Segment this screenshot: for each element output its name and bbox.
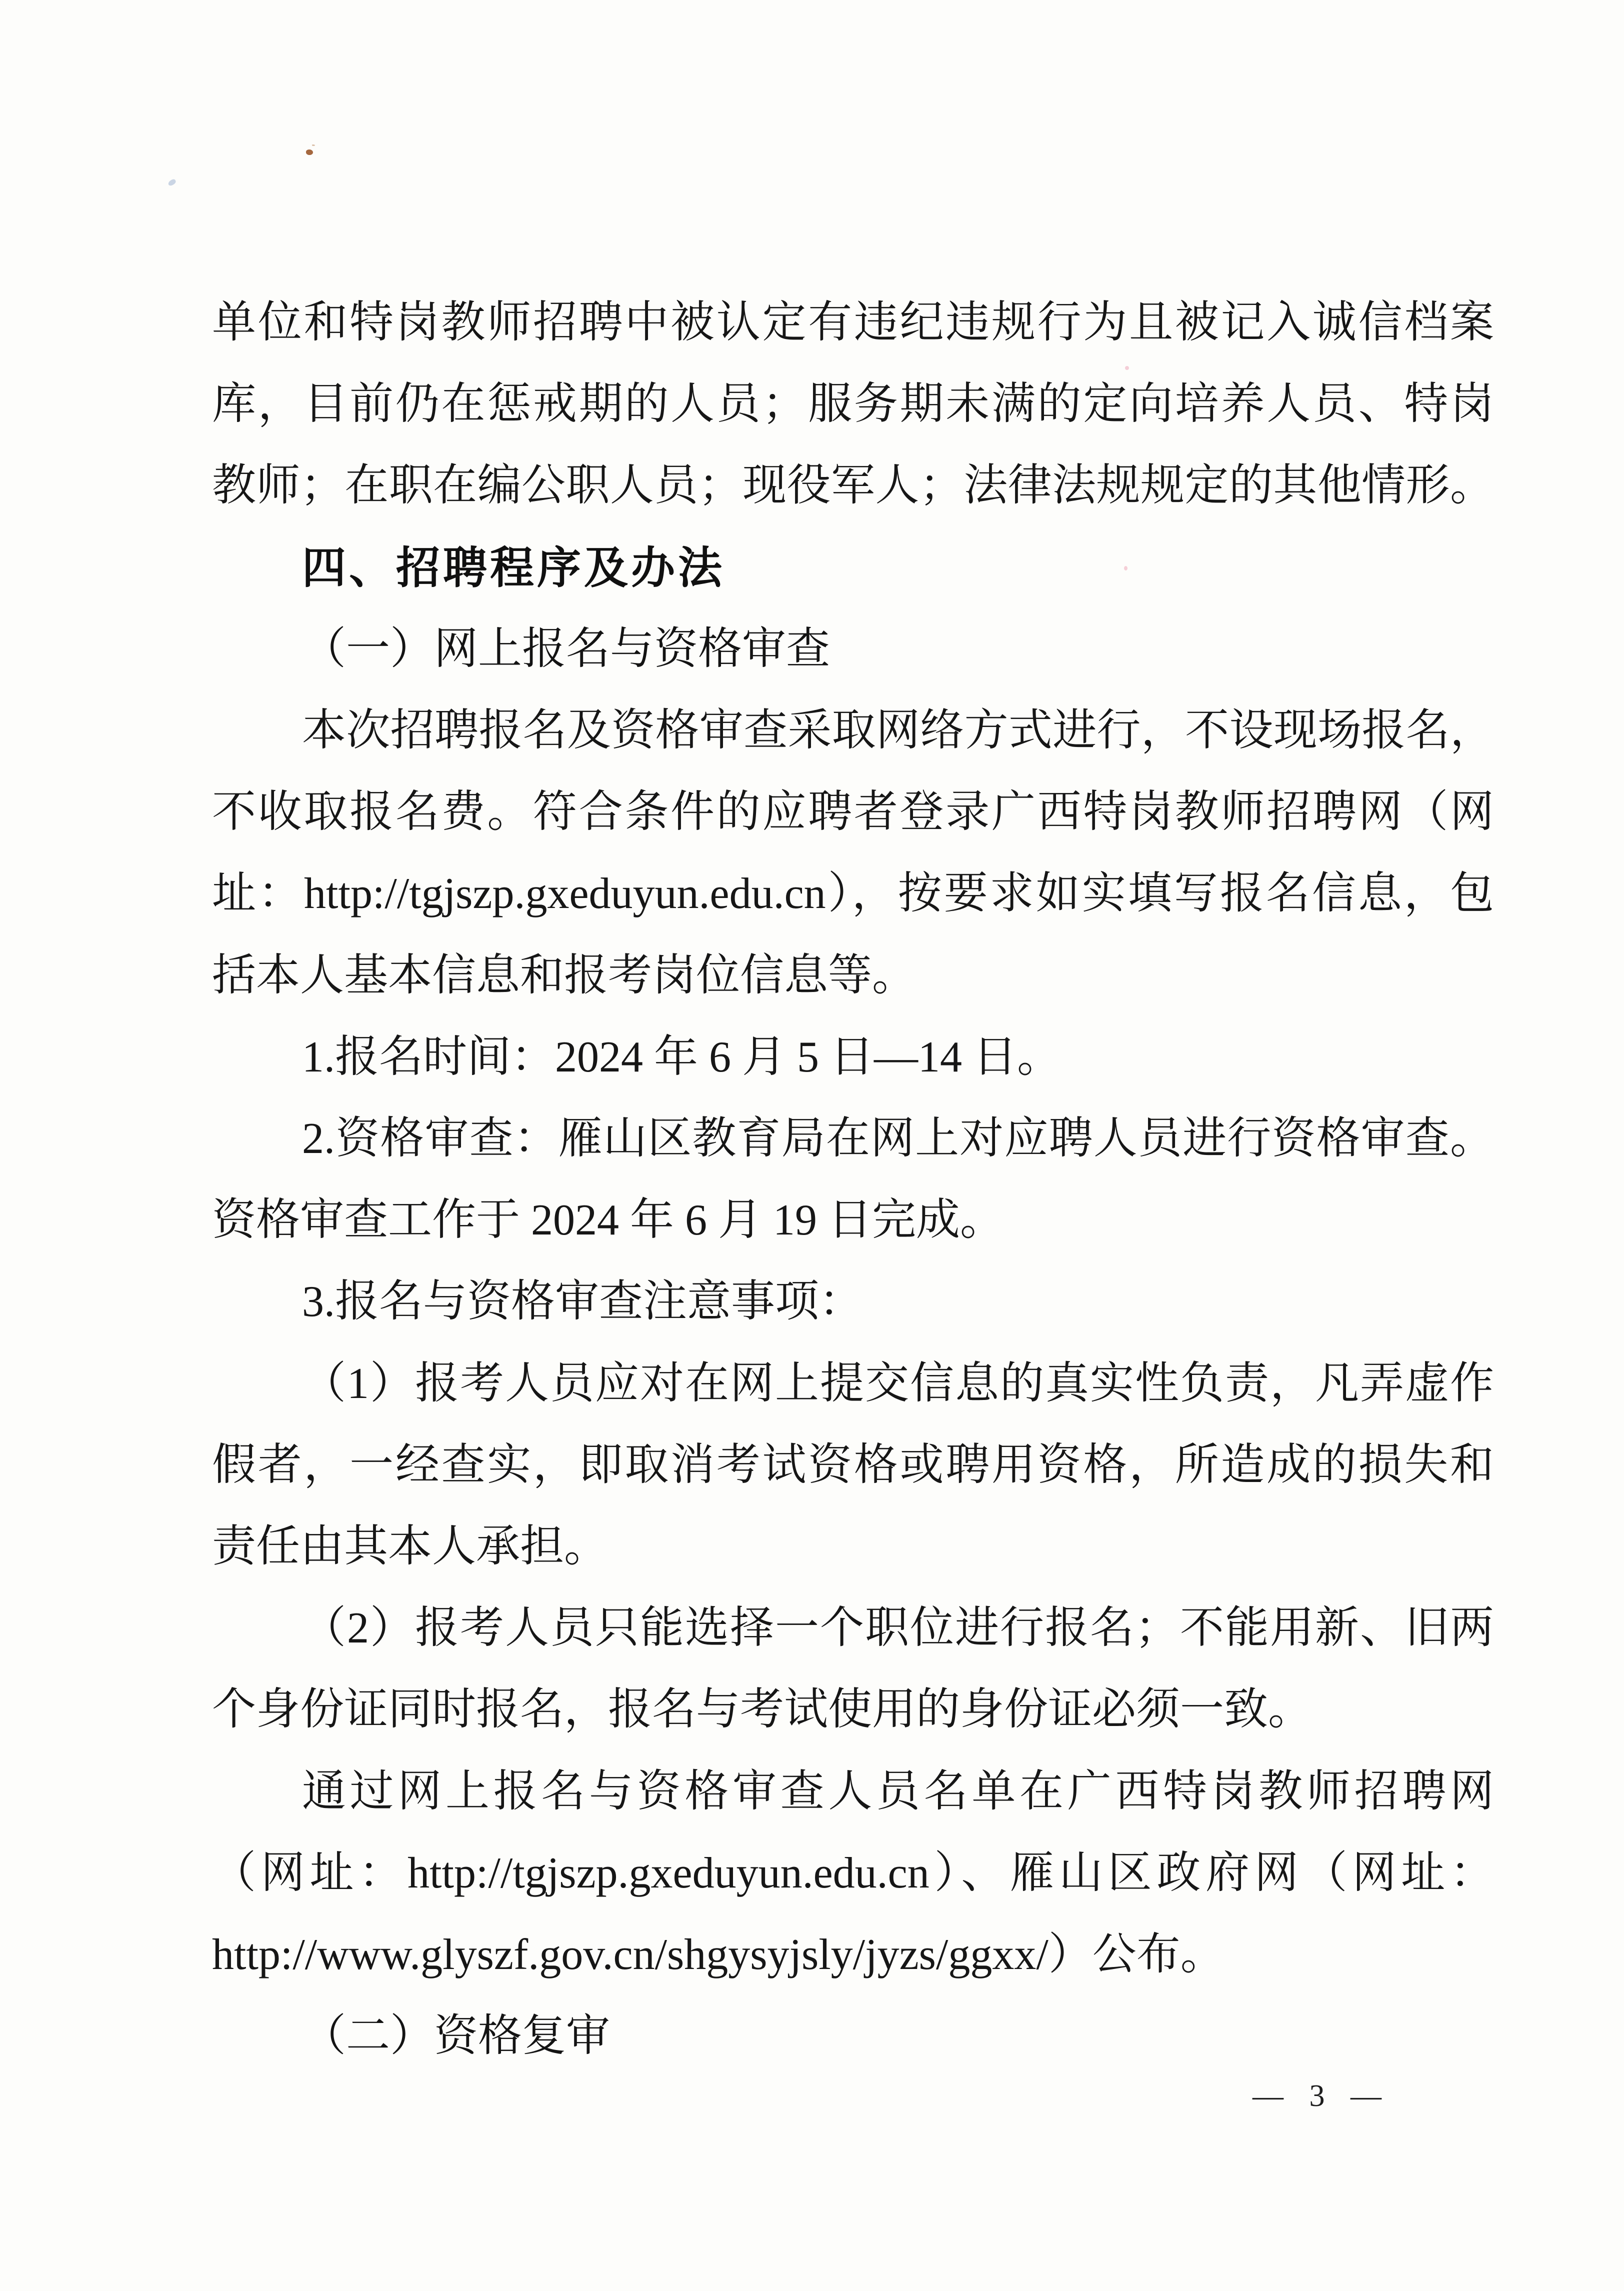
document-line: 责任由其本人承担。 [212, 1522, 608, 1571]
document-line: 教师；在职在编公职人员；现役军人；法律法规规定的其他情形。 [212, 462, 1494, 510]
document-line: （一）网上报名与资格审查 [302, 624, 830, 674]
scan-artifact-speck [306, 150, 313, 155]
scan-artifact-speck [1124, 566, 1128, 570]
document-line: 址：http://tgjszp.gxeduyun.edu.cn），按要求如实填写报名信息，包 [212, 870, 1494, 918]
document-line: 资格审查工作于 2024 年 6 月 19 日完成。 [212, 1196, 1004, 1245]
document-line: 2.资格审查：雁山区教育局在网上对应聘人员进行资格审查。 [302, 1114, 1494, 1163]
document-line: 库，目前仍在惩戒期的人员；服务期未满的定向培养人员、特岗 [212, 380, 1494, 429]
document-line: 假者，一经查实，即取消考试资格或聘用资格，所造成的损失和 [212, 1440, 1494, 1490]
document-line: （1）报考人员应对在网上提交信息的真实性负责，凡弄虚作 [302, 1359, 1494, 1408]
document-line: 括本人基本信息和报考岗位信息等。 [212, 951, 916, 1000]
document-line: 不收取报名费。符合条件的应聘者登录广西特岗教师招聘网（网 [212, 788, 1494, 837]
document-line: 本次招聘报名及资格审查采取网络方式进行，不设现场报名， [302, 706, 1494, 755]
document-line: （2）报考人员只能选择一个职位进行报名；不能用新、旧两 [302, 1604, 1494, 1653]
document-line: （网址：http://tgjszp.gxeduyun.edu.cn）、雁山区政府网（网址： [212, 1848, 1494, 1898]
document-line: 个身份证同时报名，报名与考试使用的身份证必须一致。 [212, 1686, 1312, 1734]
document-line: 1.报名时间：2024 年 6 月 5 日—14 日。 [302, 1032, 1062, 1082]
page-number: — 3 — [1252, 2079, 1384, 2113]
document-line: 四、招聘程序及办法 [302, 542, 726, 592]
scan-artifact-smudge [168, 178, 177, 187]
document-line: http://www.glyszf.gov.cn/shgysyjsly/jyzs/ggxx/）公布。 [212, 1930, 1224, 1979]
document-line: 3.报名与资格审查注意事项： [302, 1278, 864, 1326]
document-line: （二）资格复审 [302, 2012, 610, 2061]
document-line: 通过网上报名与资格审查人员名单在广西特岗教师招聘网 [302, 1767, 1494, 1816]
scan-artifact-speck [1125, 366, 1129, 370]
document-line: 单位和特岗教师招聘中被认定有违纪违规行为且被记入诚信档案 [212, 298, 1494, 347]
